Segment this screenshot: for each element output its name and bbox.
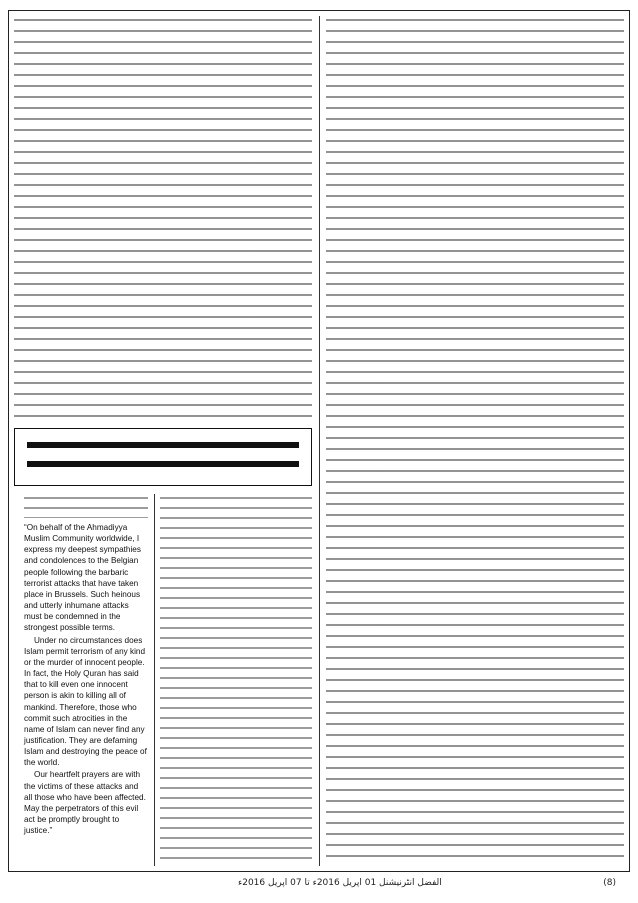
- publication-line: الفضل انٹرنیشنل 01 اپریل 2016ء تا 07 اپریل 2016ء: [238, 878, 442, 888]
- page-number: (8): [603, 878, 616, 888]
- english-paragraph-2: Under no circumstances does Islam permit terrorism of any kind or the murder of innocent people. In fact, the Holy Quran has said that to kill even one innocent person is akin to killing all of mankind. Therefore, those who commit such atrocities in the name of Islam can never find any justification. They are defaming Islam and destroying the peace of the world.: [24, 635, 147, 768]
- urdu-text-column-left-upper: [14, 16, 312, 422]
- subcolumn-divider: [154, 494, 155, 866]
- article-heading-text: [27, 438, 299, 476]
- english-statement: [24, 522, 148, 844]
- column-divider: [319, 16, 320, 866]
- page-footer: [8, 876, 630, 894]
- urdu-text-column-right: [326, 16, 624, 866]
- urdu-intro-lines: [24, 494, 148, 518]
- english-paragraph-3: Our heartfelt prayers are with the victims of these attacks and all those who have been affected. May the perpetrators of this evil act be promptly brought to justice.”: [24, 770, 146, 836]
- english-paragraph-1: “On behalf of the Ahmadiyya Muslim Community worldwide, I express my deepest sympathies and condolences to the Belgian people following the barbaric terrorist attacks that have taken place in Brussels. Such heinous and utterly inhumane attacks must be condemned in the strongest possible terms.: [24, 523, 141, 633]
- urdu-text-column-left-lower: [160, 494, 312, 866]
- article-heading-box: [14, 428, 312, 486]
